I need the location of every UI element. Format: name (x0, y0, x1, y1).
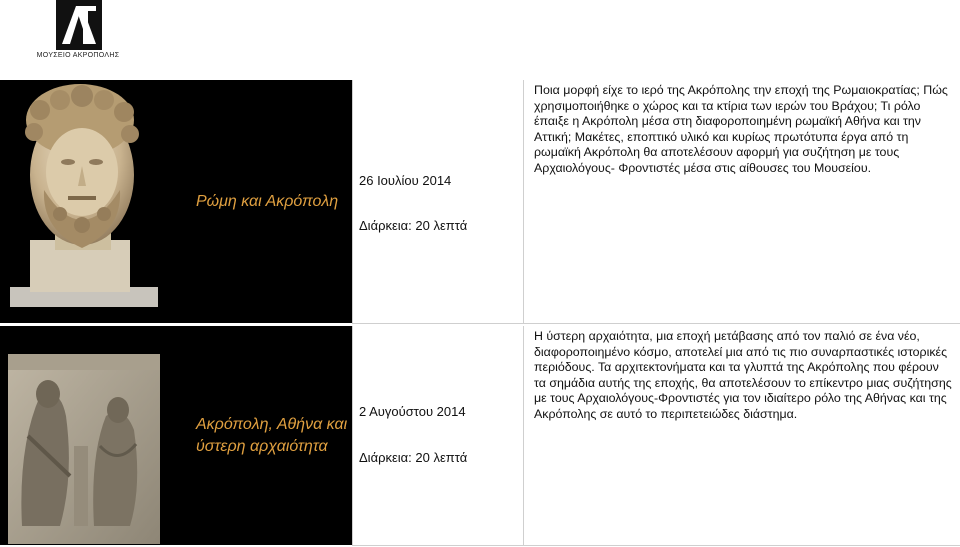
logo-text: ΜΟΥΣΕΙΟ ΑΚΡΟΠΟΛΗΣ (36, 52, 120, 59)
program-description-cell (524, 326, 960, 545)
acropolis-logo-icon (56, 0, 102, 50)
program-title-cell (189, 80, 352, 323)
program-date: 26 Ιουλίου 2014 (359, 173, 452, 188)
program-description-cell (524, 80, 960, 323)
program-title: Ακρόπολη, Αθήνα και ύστερη αρχαιότητα (196, 415, 348, 455)
program-description: Η ύστερη αρχαιότητα, μια εποχή μετάβασης από τον παλιό σε ένα νέο, διαφοροποιημένο κόσμο, αποτελεί μια από τις πιο συναρπαστικές ιστορικές περιόδους. Τα αρχιτεκτονήματα και τα γλυπτά της Ακρόπολης που φέρουν τα σημάδια αυτής της εποχής, θα αποτελέσουν το επίκεντρο μιας συζήτησης με τους Αρχαιολόγους-Φροντιστές για τον ιδιαίτερο ρόλο της Αθήνας και της Ακρόπολης σε αυτό το περιπετειώδες διάστημα. (534, 329, 952, 421)
program-title: Ρώμη και Ακρόπολη (196, 192, 339, 210)
program-duration: Διάρκεια: 20 λεπτά (359, 450, 468, 465)
program-image-cell (0, 326, 189, 545)
program-duration: Διάρκεια: 20 λεπτά (359, 218, 468, 233)
museum-logo (30, 0, 126, 66)
program-date-cell (352, 80, 524, 323)
program-description: Ποια μορφή είχε το ιερό της Ακρόπολης την εποχή της Ρωμαιοκρατίας; Πώς χρησιμοποιήθηκε ο χώρος και τα κτίρια των ιερών του Βράχου; Τι ρόλο έπαιξε η Ακρόπολη μέσα στη διαφοροποιημένη ρωμαϊκή Αθήνα και την Αττική; Μακέτες, εποπτικό υλικό και κυρίως πρωτότυπα έργα από τη ρωμαϊκή Ακρόπολη θα αποτελέσουν αφορμή για συζήτηση με τους Αρχαιολόγους- Φροντιστές μέσα στις αίθουσες του Μουσείου. (534, 83, 948, 175)
program-row (0, 326, 960, 545)
program-image-cell (0, 80, 189, 323)
roman-bust-image (0, 80, 189, 323)
program-date-cell (352, 326, 524, 545)
row-divider (352, 545, 960, 546)
program-title-cell (189, 326, 352, 545)
row-divider (352, 323, 960, 324)
relief-sculpture-image (0, 326, 189, 545)
program-date: 2 Αυγούστου 2014 (359, 404, 466, 419)
program-row (0, 80, 960, 323)
